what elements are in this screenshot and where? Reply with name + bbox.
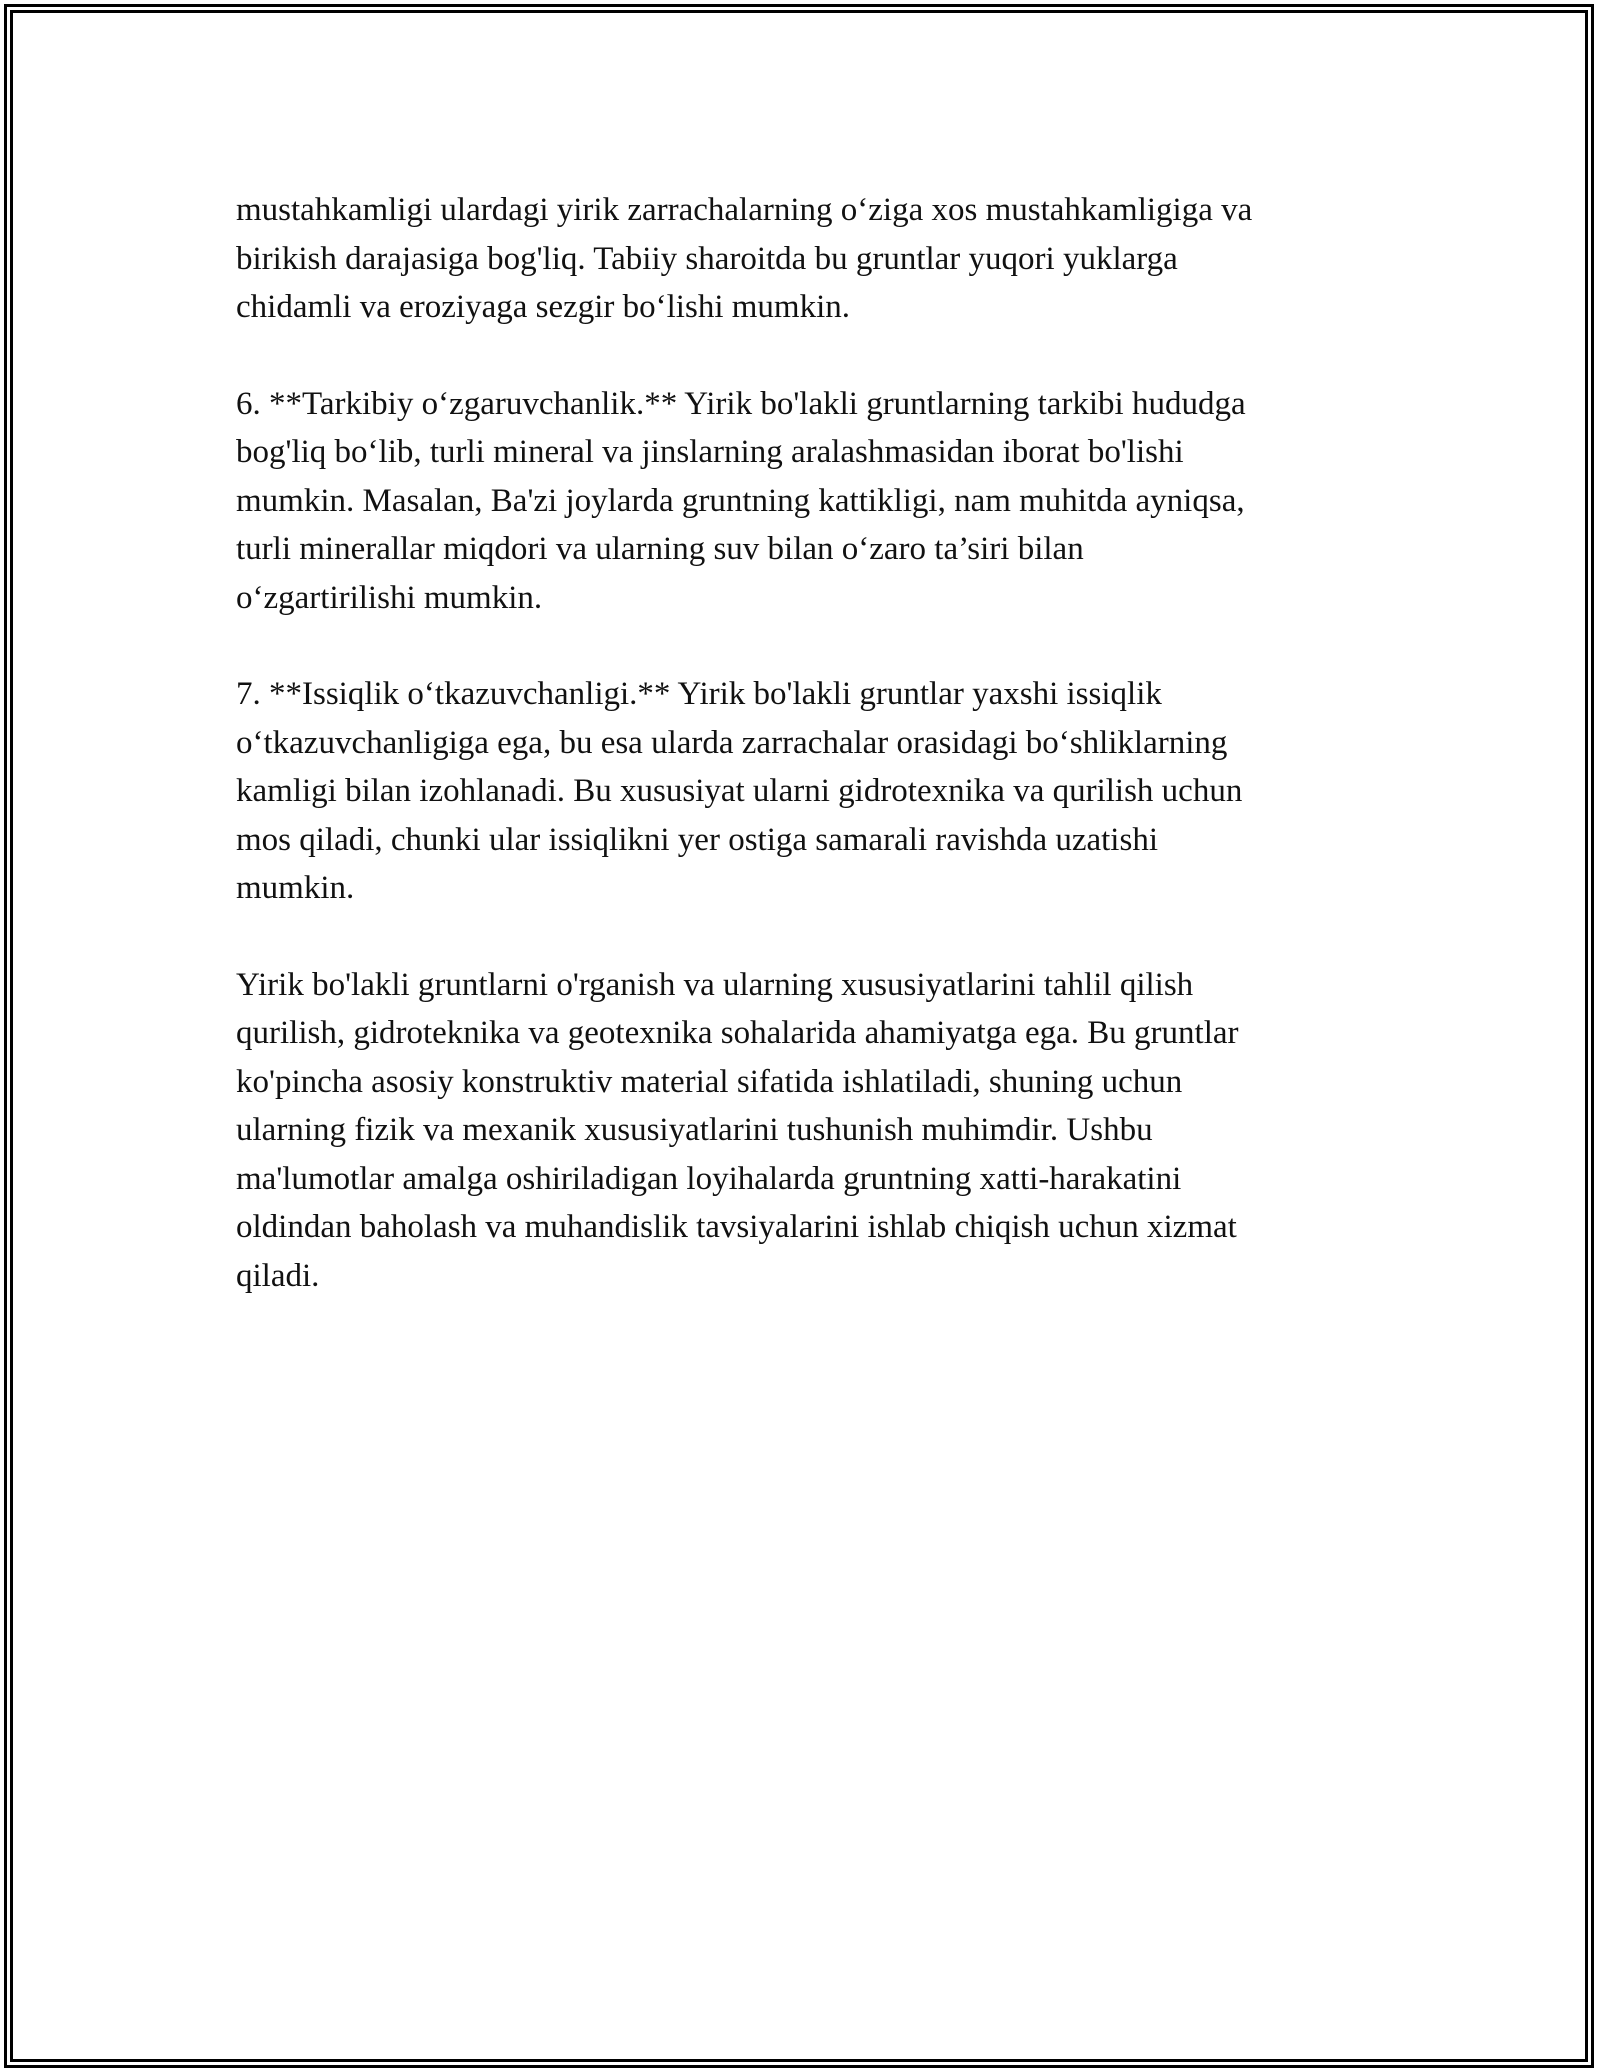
text-line: mumkin. Masalan, Ba'zi joylarda gruntning kattikligi, nam muhitda ayniqsa, xyxy=(236,482,1245,519)
document-body xyxy=(236,186,1376,1348)
text-line: mumkin. xyxy=(236,870,355,906)
text-line: mos qiladi, chunki ular issiqlikni yer ostiga samarali ravishda uzatishi xyxy=(236,821,1158,858)
text-line: 7. **Issiqlik o‘tkazuvchanligi.** Yirik bo'lakli gruntlar yaxshi issiqlik xyxy=(236,676,1162,712)
text-line: o‘tkazuvchanligiga ega, bu esa ularda zarrachalar orasidagi bo‘shliklarning xyxy=(236,724,1228,761)
text-line: Yirik bo'lakli gruntlarni o'rganish va ularning xususiyatlarini tahlil qilish xyxy=(236,966,1194,1003)
paragraph-item-6 xyxy=(236,380,1376,623)
text-line: oldindan baholash va muhandislik tavsiyalarini ishlab chiqish uchun xizmat xyxy=(236,1209,1237,1245)
paragraph-item-7 xyxy=(236,670,1376,913)
text-line: qurilish, gidroteknika va geotexnika sohalarida ahamiyatga ega. Bu gruntlar xyxy=(236,1015,1239,1051)
text-line: ularning fizik va mexanik xususiyatlarini tushunish muhimdir. Ushbu xyxy=(236,1112,1153,1148)
text-line: bog'liq bo‘lib, turli mineral va jinslarning aralashmasidan iborat bo'lishi xyxy=(236,434,1184,470)
text-line: turli minerallar miqdori va ularning suv bilan o‘zaro ta’siri bilan xyxy=(236,531,1084,567)
text-line: ma'lumotlar amalga oshiriladigan loyihalarda gruntning xatti-harakatini xyxy=(236,1160,1182,1197)
text-line: qiladi. xyxy=(236,1257,320,1294)
text-line: kamligi bilan izohlanadi. Bu xususiyat ularni gidrotexnika va qurilish uchun xyxy=(236,773,1243,809)
paragraph-continuation xyxy=(236,186,1376,332)
text-line: birikish darajasiga bog'liq. Tabiiy sharoitda bu gruntlar yuqori yuklarga xyxy=(236,240,1178,277)
text-line: 6. **Tarkibiy o‘zgaruvchanlik.** Yirik bo'lakli gruntlarning tarkibi hududga xyxy=(236,385,1246,422)
text-line: ko'pincha asosiy konstruktiv material sifatida ishlatiladi, shuning uchun xyxy=(236,1063,1183,1100)
text-line: o‘zgartirilishi mumkin. xyxy=(236,579,543,616)
text-line: mustahkamligi ulardagi yirik zarrachalarning o‘ziga xos mustahkamligiga va xyxy=(236,192,1253,228)
paragraph-conclusion xyxy=(236,961,1376,1301)
text-line: chidamli va eroziyaga sezgir bo‘lishi mumkin. xyxy=(236,289,850,325)
